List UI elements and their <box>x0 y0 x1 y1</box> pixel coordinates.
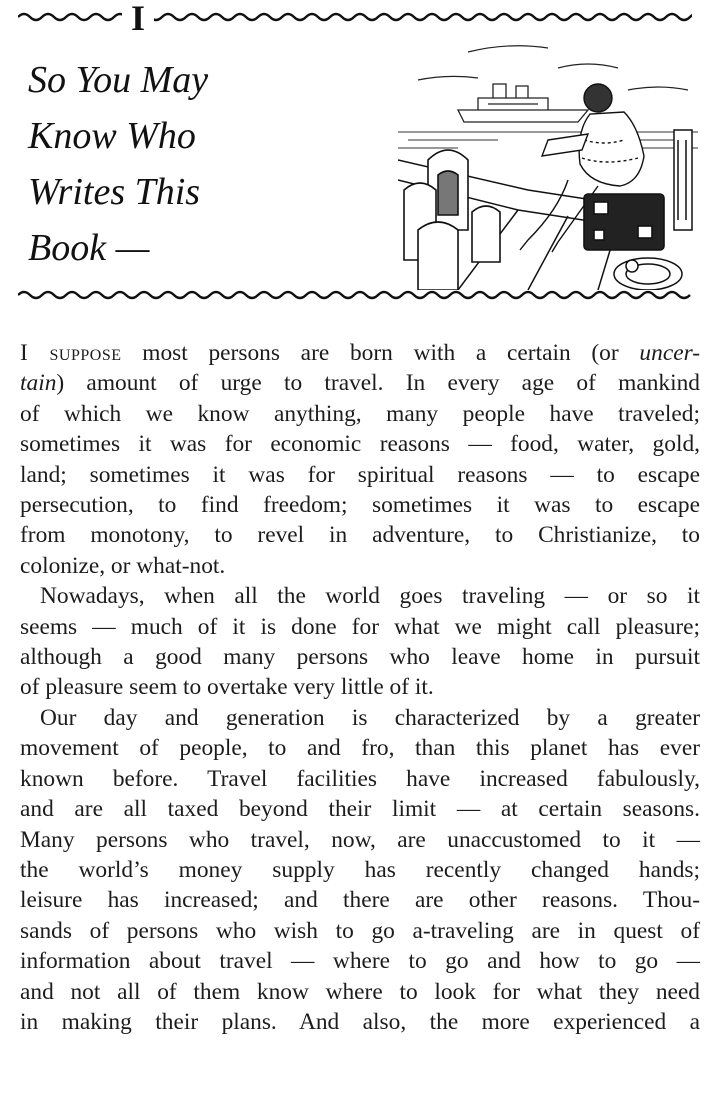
text-line: Many persons who travel, now, are unaccustomed to it — <box>20 826 700 853</box>
text-line: Our day and generation is characterized by a greater <box>40 704 700 731</box>
text-line: from monotony, to revel in adventure, to Christianize, to <box>20 522 700 549</box>
text-line: known before. Travel facilities have increased fabulously, <box>20 765 700 792</box>
title-line: So You May <box>28 59 209 101</box>
text-line: of pleasure seem to overtake very little of it. <box>20 674 434 701</box>
text-line: movement of people, to and fro, than this planet has ever <box>20 735 700 762</box>
paragraph-3 <box>20 703 700 1037</box>
text-line: and not all of them know where to look for what they need <box>20 978 700 1005</box>
text-line: land; sometimes it was for spiritual reasons — to escape <box>20 461 700 488</box>
text-span: ) amount of urge to travel. In every age of mankind <box>56 370 700 397</box>
text-span: most persons are born with a certain (or <box>121 340 640 366</box>
text-line: and are all taxed beyond their limit — at certain seasons. <box>20 796 700 823</box>
text-line: of which we know anything, many people have traveled; <box>20 400 700 427</box>
title-line: Writes This <box>28 171 201 213</box>
text-line: seems — much of it is done for what we might call pleasure; <box>20 613 700 640</box>
title-line: Book — <box>28 227 150 269</box>
text-line: information about travel — where to go and how to go — <box>20 948 700 975</box>
text-line: colonize, or what-not. <box>20 552 226 579</box>
text-line: sands of persons who wish to go a-traveling are in quest of <box>20 917 700 944</box>
paragraph-2 <box>20 581 700 703</box>
paragraph-1 <box>20 338 700 581</box>
text-line: in making their plans. And also, the more experienced a <box>20 1008 700 1035</box>
text-line: the world’s money supply has recently changed hands; <box>20 856 700 883</box>
title-line: Know Who <box>28 115 196 157</box>
chapter-number: I <box>122 0 154 38</box>
lead-small-caps: I suppose <box>20 340 122 366</box>
text-line: Nowadays, when all the world goes traveling — or so it <box>40 583 700 610</box>
bottom-ornamental-rule <box>18 288 692 302</box>
top-ornamental-rule <box>18 10 692 24</box>
chapter-body-text <box>20 338 700 1037</box>
italic-text: tain <box>20 370 57 397</box>
text-line: persecution, to find freedom; sometimes it was to escape <box>20 492 700 519</box>
text-line: sometimes it was for economic reasons — food, water, gold, <box>20 431 700 458</box>
text-line: leisure has increased; and there are other reasons. Thou- <box>20 887 700 914</box>
traveler-illustration <box>398 40 698 290</box>
text-line: although a good many persons who leave home in pursuit <box>20 644 700 671</box>
text-line <box>20 368 700 398</box>
italic-text: uncer- <box>639 340 700 366</box>
text-line <box>20 338 700 368</box>
chapter-title <box>28 52 358 276</box>
